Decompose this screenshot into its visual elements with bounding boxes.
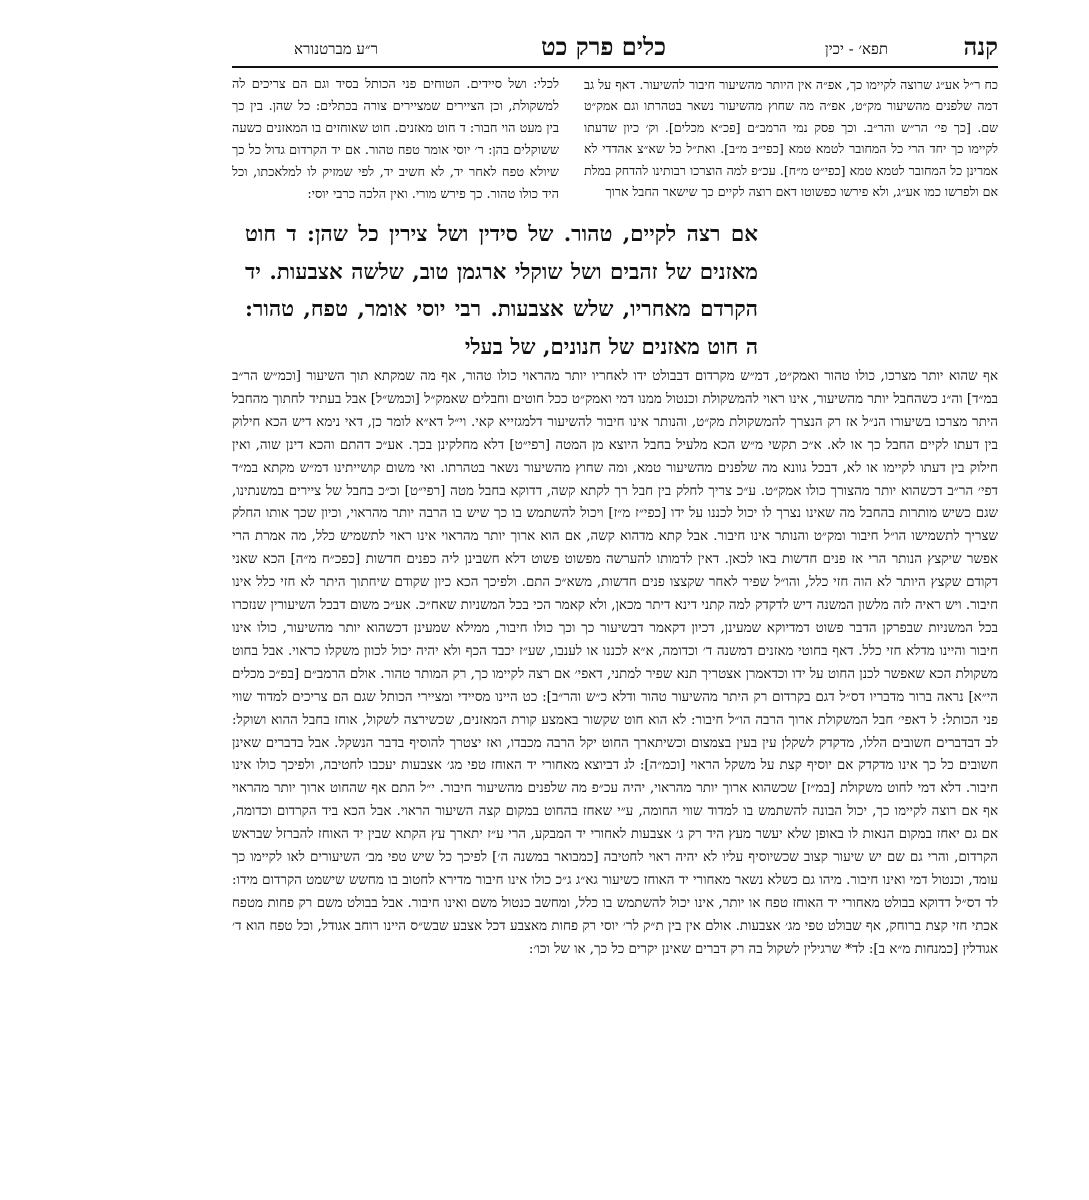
page-header (232, 34, 998, 68)
page-number: קנה (963, 32, 998, 61)
yachin-commentary-bottom (232, 366, 998, 1146)
yachin-column-text: כח ר״ל אע״ג שרוצה לקיימו כך, אפ״ה אין היותר מהשיעור חיבור להשיעור. דאף על גב דמה שלפנים מהשיעור מק״ט, אפ״ה מה שחוץ מהשיעור נשאר בטהרתו וגם אמק״ט שם. [כך פי׳ הר״ש והר״ב. וכך פסק נמי הרמב״ם [פכ״א מכלים]. וק׳ כיון שדעתו לקיימו כך יחד הרי כל המחובר לטמא טמא [כפי״ב מ״ב]. ואת״ל כל שא״צ אהדדי לא אמרינן כל המחובר לטמא טמא [כפי״ט מ״ח]. עכ״פ למה הוצרכו רבותינו להדחק במלת אם ולפרשו כמו אע״ג, ולא פירשו כפשוטו דאם רוצה לקיים כך שישאר החבל ארוך (584, 77, 998, 200)
yachin-commentary-column (584, 74, 998, 214)
mishnah-text: אם רצה לקיים, טהור. של סידין ושל צירין כל שהן: ד חוט מאזנים של זהבים ושל שוקלי ארגמן טוב, שלשה אצבעות. יד הקרדם מאחריו, שלש אצבעות. רבי יוסי אומר, טפח, טהור: ה חוט מאזנים של חנונים, של בעלי (245, 222, 758, 360)
commentary-title: ר״ע מברטנורא (294, 40, 378, 58)
bartenura-commentary (232, 74, 559, 214)
tractate-chapter-title: כלים פרק כט (541, 32, 666, 61)
mishnah-text-block (245, 216, 758, 366)
commentary-range: תפא׳ - יכין (824, 40, 888, 58)
bartenura-text: לכלי: ושל סיידים. הטוחים פני הכותל בסיד וגם הם צריכים לה למשקולת, וכן הציירים שמציירים צורה בכתלים: כל שהן. בין כך בין מעט הוי חבור: ד חוט מאזנים. חוט שאוחזים בו המאזנים כשעה ששוקלים בהן: ר׳ יוסי אומר טפח טהור. אם יד הקרדום גדול כל כך שיולא טפח לאחר יד, לא חשיב יד, לפי שמזיק לו למלאכתו, וכל היד כולו טהור. כך פירש מורי. ואין הלכה כרבי יוסי: (232, 77, 559, 202)
yachin-bottom-text: אף שהוא יותר מצרכו, כולו טהור ואמק״ט, דמ״ש מקרדום דבבולט ידו לאחריו יותר מהראוי כולו טהור, אף מה שמקתא תוך השיעור [וכמ״ש הר״ב במ״ד] וה״נ כשהחבל יותר מהשיעור, אינו ראוי להמשקולת וכנטול ממנו דמי ואמק״ט ככל חוטים וחבלים שאמק״ל [וכמש״ל] אבל בעתיד לחתוך מהחבל היתר מצרכו בשיעורו הנ״ל אז רק הנצרך להמשקולת מק״ט, והנותר אינו חיבור להשיעור דלמגזייא קאי. וי״ל דא״א לומר כן, דאי נימא דיש הכא חילוק בין דעתו לקיים החבל כך או לא. א״כ תקשי מ״ש הכא מלעיל בחבל היוצא מן המטה [רפי״ט] דלא מחלקינן בכך. אע״כ דהתם והכא דינן שוה, ואין חילוק בין דעתו לקיימו או לא, דבכל גוונא מה שלפנים מהשיעור טמא, ומה שחוץ מהשיעור נשאר בטהרתו. ואי משום קושייתינו דמ״ש מקתא במ״ד דפי׳ הר״ב דכשהוא יותר מהצורך כולו אמק״ט. ע״כ צריך לחלק בין חבל רך לקתא קשה, דדוקא בחבל מטה [רפי״ט] וכ״כ בחבל של ציירים במשנתינו, שגם כשיש מותרות בהחבל מה שאינו נצרך לו יכול לכננו על ידו [כפי״ז מ״ז] ויכול להשתמש בו כך שיש בו הרבה יותר מהראוי, וכיון שכך אותו החלק שצריך לתשמישו הו״ל חיבור ומק״ט והנותר אינו חיבור. אבל קתא מדהוא קשה, אם הוא ארוך יותר מהראוי אינו ראוי לתשמיש כלל, מה אמרת הרי אפשר שיקצץ הנותר הרי אז פנים חדשות באו לכאן. דאין לדמותו להערשה מפשוט פשוט דלא חשבינן ליה כפנים חדשות [כפכ״ח מ״ה] הכא שאני דקודם שקצץ היותר לא הוה חזי כלל, והו״ל שפיר לאחר שקצצו פנים חדשות, משא״כ התם. ולפיכך הכא כיון שקודם שיחתוך היתר לא חזי כלל אינו חיבור. ויש ראיה לזה מלשון המשנה דיש לדקדק למה קתני דינא דיתר מכאן, ולא קאמר הכי בכל המשניות שאח״כ. אע״כ משום דבכל השיעורין שנזכרו בכל המשניות שבפרקן הדבר פשוט דמדיוקא שמעינן, דכיון דקאמר דבשיעור כך וכך כולו חיבור, ממילא שמעינן דכשהוא יותר מהשיעור, כולו אינו חיבור והיינו מדלא חזי כלל. דאף בחוטי מאזנים דמשנה ד׳ וכדומה, א״א לכננו או לענבו, שע״ז יכבד הכף ולא יהיה יכול לכוון משקלו כראוי. אבל בחוט משקולת הכא שאפשר לכנן החוט על ידו וכדאמרן אצטריך תנא שפיר למתני, דאפי׳ אם רצה לקיימו כך, רק המותר טהור. אולם הרמב״ם [בפ״כ מכלים הי״א] נראה ברור מדבריו דס״ל דגם בקרדום רק היתר מהשיעור טהור ודלא כ״ש והר״ב]: כט היינו מסיידי ומציירי הכותל שגם הם צריכים למדוד שווי פני הכותל: ל דאפי׳ חבל המשקולת ארוך הרבה הו״ל חיבור: לא הוא חוט שקשור באמצע קורת המאזנים, שכשירצה לשקול, אוחז בחבל ההוא ושוקל: לב דבדברים חשובים הללו, מדקדק לשקלן עין בעין בצמצום וכשיתארך החוט יקל הרבה מכבדו, ואז יצטרך להוסיף בדבר הנשקל. אבל בדברים שאינן חשובים כל כך אינו מדקדק אם יוסיף קצת על משקל הראוי [וכמ״ה]: לג דביוצא מאחורי יד האוחז טפי מג׳ אצבעות יעכבו לחטיבה, ולפיכך כולו אינו חיבור. דלא דמי לחוט משקולת [במ״ז] שכשהוא ארוך יותר מהראוי, יהיה עכ״פ מה שלפנים מהשיעור חיבור. י״ל התם אף שהחוט ארוך יותר מהראוי אף אם רוצה לקיימו כך, יכול הבונה להשתמש בו למדוד שווי החומה, ע״י שאחז בהחוט במקום קצה השיעור הראוי. אבל הכא ביד הקרדום וכדומה, אם גם יאחז במקום הנאות לו באופן שלא יעשר מעץ היד רק ג׳ אצבעות לאחורי יד המבקע, הרי ע״ז יתארך עץ הקתא שבין יד האוחז להברזל שבראש הקרדום, והרי גם שם יש שיעור קצוב שכשיוסיף עליו לא יהיה ראוי לחטיבה [כמבואר במשנה ה׳] לפיכך כל שיש טפי מב׳ השיעורים לאו לקיימו כך עומד, וכנטול דמי ואינו חיבור. מיהו גם כשלא נשאר מאחורי יד האוחז כשיעור גא״ג ג״כ כולו אינו חיבור מדירא לחטוב בו מחשש שישמט הקרדום מידו: לד דס״ל דדוקא בבולט מאחורי יד האוחז טפח או יותר, אינו יכול להשתמש בו כלל, ומחשב כנטול משם ואינו חיבור. אבל בבולט משם רק פחות מטפח אכתי חזי קצת ברוחק, אף שבולט טפי מג׳ אצבעות. אולם אין בין ת״ק לר׳ יוסי רק פחות מאצבע דכל אצבע שבש״ס היינו רוחב אגודל, וכל טפח הוא ד׳ אגודלין [כמנחות מ״א ב]: לד* שרגילין לשקול בה רק דברים שאינן יקרים כל כך, או של וכו׳: (232, 369, 998, 957)
